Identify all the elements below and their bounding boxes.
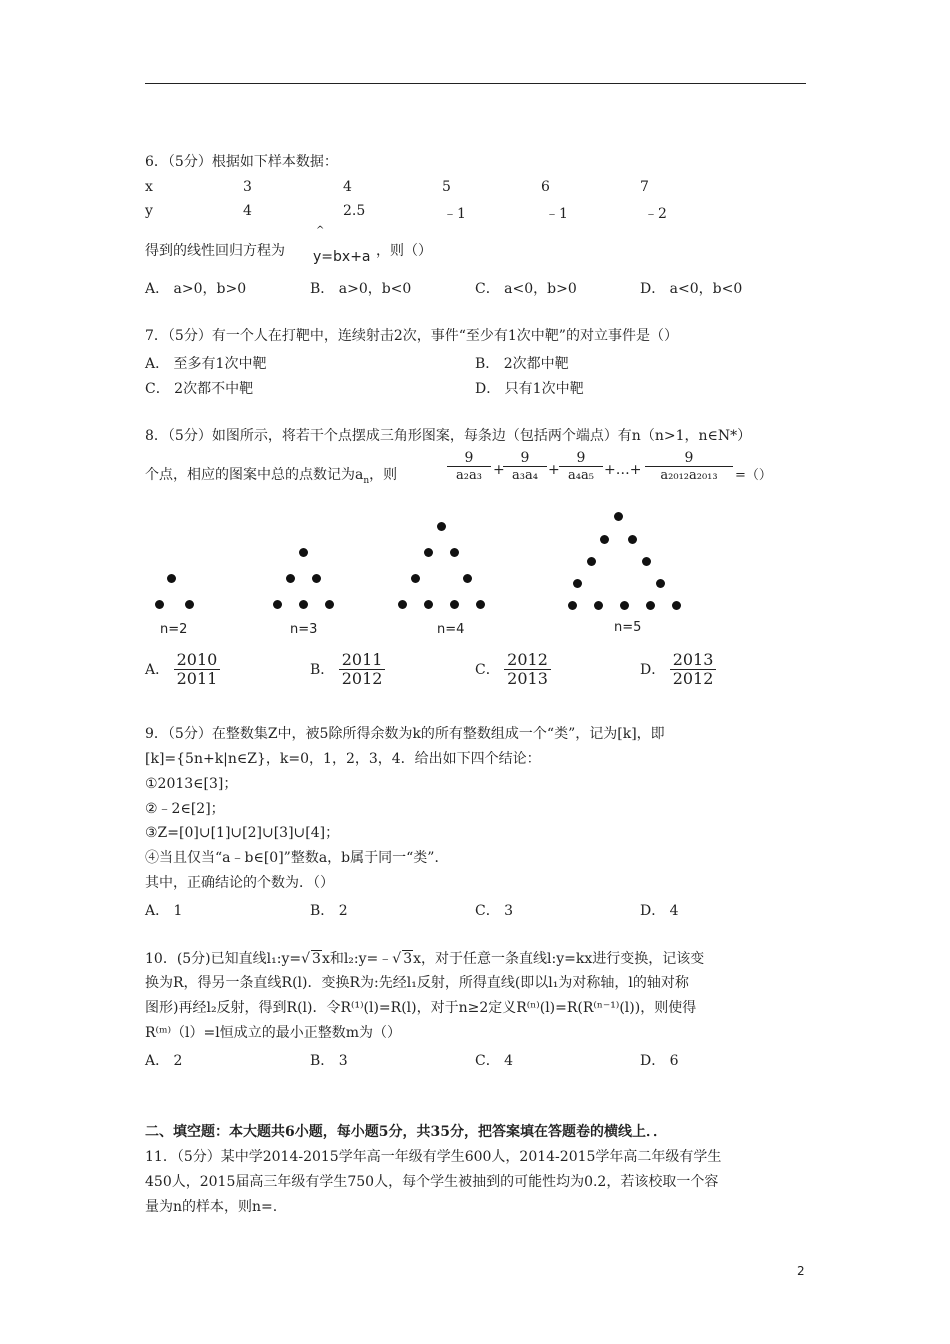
- q9-line: ④当且仅当“a﹣b∈[0]”整数a，b属于同一“类”．: [145, 850, 449, 866]
- q8-option-c: [475, 651, 551, 689]
- option-letter: B．: [310, 661, 335, 678]
- sqrt-icon: √: [301, 951, 311, 967]
- q7-stem: 7．（5分）有一个人在打靶中，连续射击2次，事件“至少有1次中靶”的对立事件是（）: [145, 328, 678, 344]
- q8-plus: +: [548, 462, 560, 478]
- option-letter: A．: [145, 661, 170, 678]
- q8-term-den: a₂a₃: [456, 468, 482, 484]
- q10-line4: R⁽ᵐ⁾（l）=l恒成立的最小正整数m为（）: [145, 1025, 401, 1041]
- figure-dot: [185, 600, 194, 609]
- figure-dot: [463, 574, 472, 583]
- figure-dot: [450, 600, 459, 609]
- q10-option-a: A． 2: [145, 1053, 183, 1069]
- q6-hat-mark: ^: [316, 225, 325, 236]
- fraction-num: 2010: [174, 651, 221, 670]
- q9-line: ②﹣2∈[2]；: [145, 801, 225, 817]
- q10-line1-a: 10．(5分)已知直线l₁:y=: [145, 951, 302, 967]
- q8-option-b: [310, 651, 385, 689]
- q10-line1-b: x和l₂:y=﹣: [321, 951, 393, 967]
- figure-dot: [646, 601, 655, 610]
- q6-option-b: B． a>0，b<0: [310, 281, 412, 297]
- q11-line: 量为n的样本，则n=.: [145, 1199, 278, 1215]
- figure-dot: [573, 579, 582, 588]
- fraction-den: 2012: [341, 669, 383, 689]
- q9-option-c: C． 3: [475, 903, 514, 919]
- q6-y-value: ﹣2: [644, 206, 667, 222]
- figure-dot: [476, 600, 485, 609]
- option-fraction: [339, 651, 386, 689]
- figure-dot: [672, 601, 681, 610]
- q8-term-num: 9: [447, 451, 491, 467]
- q10-option-c: C． 4: [475, 1053, 514, 1069]
- q9-line: ①2013∈[3]；: [145, 776, 238, 792]
- figure-dot: [325, 600, 334, 609]
- figure-dot: [450, 548, 459, 557]
- section2-heading: 二、填空题：本大题共6小题，每小题5分，共35分，把答案填在答题卷的横线上．．: [145, 1124, 667, 1140]
- q6-option-d: D． a<0，b<0: [640, 281, 743, 297]
- q8-plus: +: [493, 462, 505, 478]
- fraction-num: 2013: [670, 651, 717, 670]
- q8-line2-prefix: 个点，相应的图案中总的点数记为a: [145, 467, 364, 483]
- figure-label: n=4: [437, 622, 465, 637]
- q8-line2: [145, 464, 397, 486]
- figure-label: n=2: [160, 622, 188, 637]
- header-rule: [145, 83, 806, 84]
- q6-x-value: 6: [541, 179, 550, 195]
- figure-dot: [424, 600, 433, 609]
- q10-option-b: B． 3: [310, 1053, 348, 1069]
- q6-stem: 6．（5分）根据如下样本数据：: [145, 154, 338, 170]
- page-number: 2: [797, 1264, 805, 1278]
- q7-option-d: D． 只有1次中靶: [475, 381, 584, 397]
- q10-sqrt-arg: 3: [312, 951, 321, 967]
- q8-sum-term: [645, 451, 733, 484]
- option-letter: C．: [475, 661, 500, 678]
- q8-option-a: [145, 651, 220, 689]
- figure-dot: [600, 535, 609, 544]
- q8-term-num: 9: [559, 451, 603, 467]
- q7-option-b: B． 2次都中靶: [475, 356, 569, 372]
- q8-line2-then: ，则: [369, 467, 398, 483]
- option-fraction: [504, 651, 551, 689]
- figure-dot: [568, 601, 577, 610]
- figure-label: n=5: [614, 620, 642, 635]
- q9-line: 9．（5分）在整数集Z中，被5除所得余数为k的所有整数组成一个“类”，记为[k]，即: [145, 726, 665, 742]
- figure-dot: [155, 600, 164, 609]
- figure-dot: [167, 574, 176, 583]
- q10-line1: [145, 950, 704, 968]
- q8-term-den: a₄a₅: [568, 468, 594, 484]
- q8-term-den: a₃a₄: [512, 468, 538, 484]
- figure-dot: [299, 600, 308, 609]
- figure-dot: [398, 600, 407, 609]
- fraction-num: 2012: [504, 651, 551, 670]
- figure-dot: [587, 557, 596, 566]
- q6-y-value: ﹣1: [545, 206, 568, 222]
- figure-dot: [312, 574, 321, 583]
- q6-x-value: 3: [243, 179, 252, 195]
- q6-eq-tail: ，则（）: [376, 243, 432, 259]
- q8-line1: 8．（5分）如图所示，将若干个点摆成三角形图案，每条边（包括两个端点）有n（n>1，n∈N*）: [145, 428, 752, 444]
- q6-y-label: y: [145, 203, 153, 219]
- figure-dot: [656, 579, 665, 588]
- q6-x-label: x: [145, 179, 153, 195]
- q8-line2-sub: n: [363, 475, 370, 486]
- q6-eq-intro: 得到的线性回归方程为: [145, 243, 285, 259]
- q9-option-a: A． 1: [145, 903, 183, 919]
- q6-equation: y=bx+a: [313, 249, 371, 265]
- option-fraction: [174, 651, 221, 689]
- q11-line: 11．（5分）某中学2014-2015学年高一年级有学生600人，2014-2015学年高二年级有学生: [145, 1149, 722, 1165]
- fraction-num: 2011: [339, 651, 386, 670]
- q8-ellipsis-plus: +…+: [604, 462, 642, 478]
- figure-dot: [628, 535, 637, 544]
- sqrt-icon: √: [392, 951, 402, 967]
- q9-line: ③Z=[0]∪[1]∪[2]∪[3]∪[4]；: [145, 825, 340, 841]
- figure-dot: [620, 601, 629, 610]
- fraction-den: 2011: [176, 669, 218, 689]
- q10-line3: 图形)再经l₂反射，得到R(l)．令R⁽¹⁾(l)=R(l)，对于n≥2定义R⁽ⁿ⁾(l)=R(R⁽ⁿ⁻¹⁾(l))，则使得: [145, 1000, 697, 1016]
- q8-term-den: a₂₀₁₂a₂₀₁₃: [660, 468, 718, 484]
- q7-option-c: C． 2次都不中靶: [145, 381, 254, 397]
- q6-x-value: 4: [343, 179, 352, 195]
- q8-sum-term: [559, 451, 603, 484]
- figure-dot: [614, 512, 623, 521]
- q10-line1-c: x，对于任意一条直线l:y=kx进行变换，记该变: [413, 951, 705, 967]
- q7-option-a: A． 至多有1次中靶: [145, 356, 267, 372]
- q8-term-num: 9: [645, 451, 733, 467]
- q8-equals: =（）: [735, 468, 772, 483]
- q6-y-value: 2.5: [343, 203, 366, 219]
- figure-dot: [273, 600, 282, 609]
- q6-option-a: A． a>0，b>0: [145, 281, 247, 297]
- q9-line: 其中，正确结论的个数为．（）: [145, 875, 334, 891]
- q8-sum-term: [503, 451, 547, 484]
- q6-x-value: 7: [640, 179, 649, 195]
- option-letter: D．: [640, 661, 666, 678]
- figure-dot: [424, 548, 433, 557]
- q10-sqrt-arg: 3: [403, 951, 413, 967]
- q9-line: [k]={5n+k|n∈Z}，k=0，1，2，3，4．给出如下四个结论：: [145, 751, 541, 767]
- q6-option-c: C． a<0，b>0: [475, 281, 577, 297]
- q9-option-d: D． 4: [640, 903, 679, 919]
- q6-y-value: ﹣1: [443, 206, 466, 222]
- figure-dot: [299, 548, 308, 557]
- fraction-den: 2013: [507, 669, 548, 689]
- q8-sum-term: [447, 451, 491, 484]
- figure-dot: [411, 574, 420, 583]
- figure-dot: [594, 601, 603, 610]
- q6-y-value: 4: [243, 203, 252, 219]
- q9-option-b: B． 2: [310, 903, 348, 919]
- q10-option-d: D． 6: [640, 1053, 679, 1069]
- q10-line2: 换为R，得另一条直线R(l)．变换R为:先经l₁反射，所得直线(即以l₁为对称轴，l的轴对称: [145, 975, 689, 991]
- q6-x-value: 5: [442, 179, 451, 195]
- q8-option-d: [640, 651, 716, 689]
- figure-label: n=3: [290, 622, 318, 637]
- figure-dot: [286, 574, 295, 583]
- q11-line: 450人，2015届高三年级有学生750人，每个学生被抽到的可能性均为0.2，若该校取一个容: [145, 1174, 719, 1190]
- q8-term-num: 9: [503, 451, 547, 467]
- figure-dot: [642, 557, 651, 566]
- fraction-den: 2012: [672, 669, 714, 689]
- option-fraction: [670, 651, 717, 689]
- figure-dot: [437, 522, 446, 531]
